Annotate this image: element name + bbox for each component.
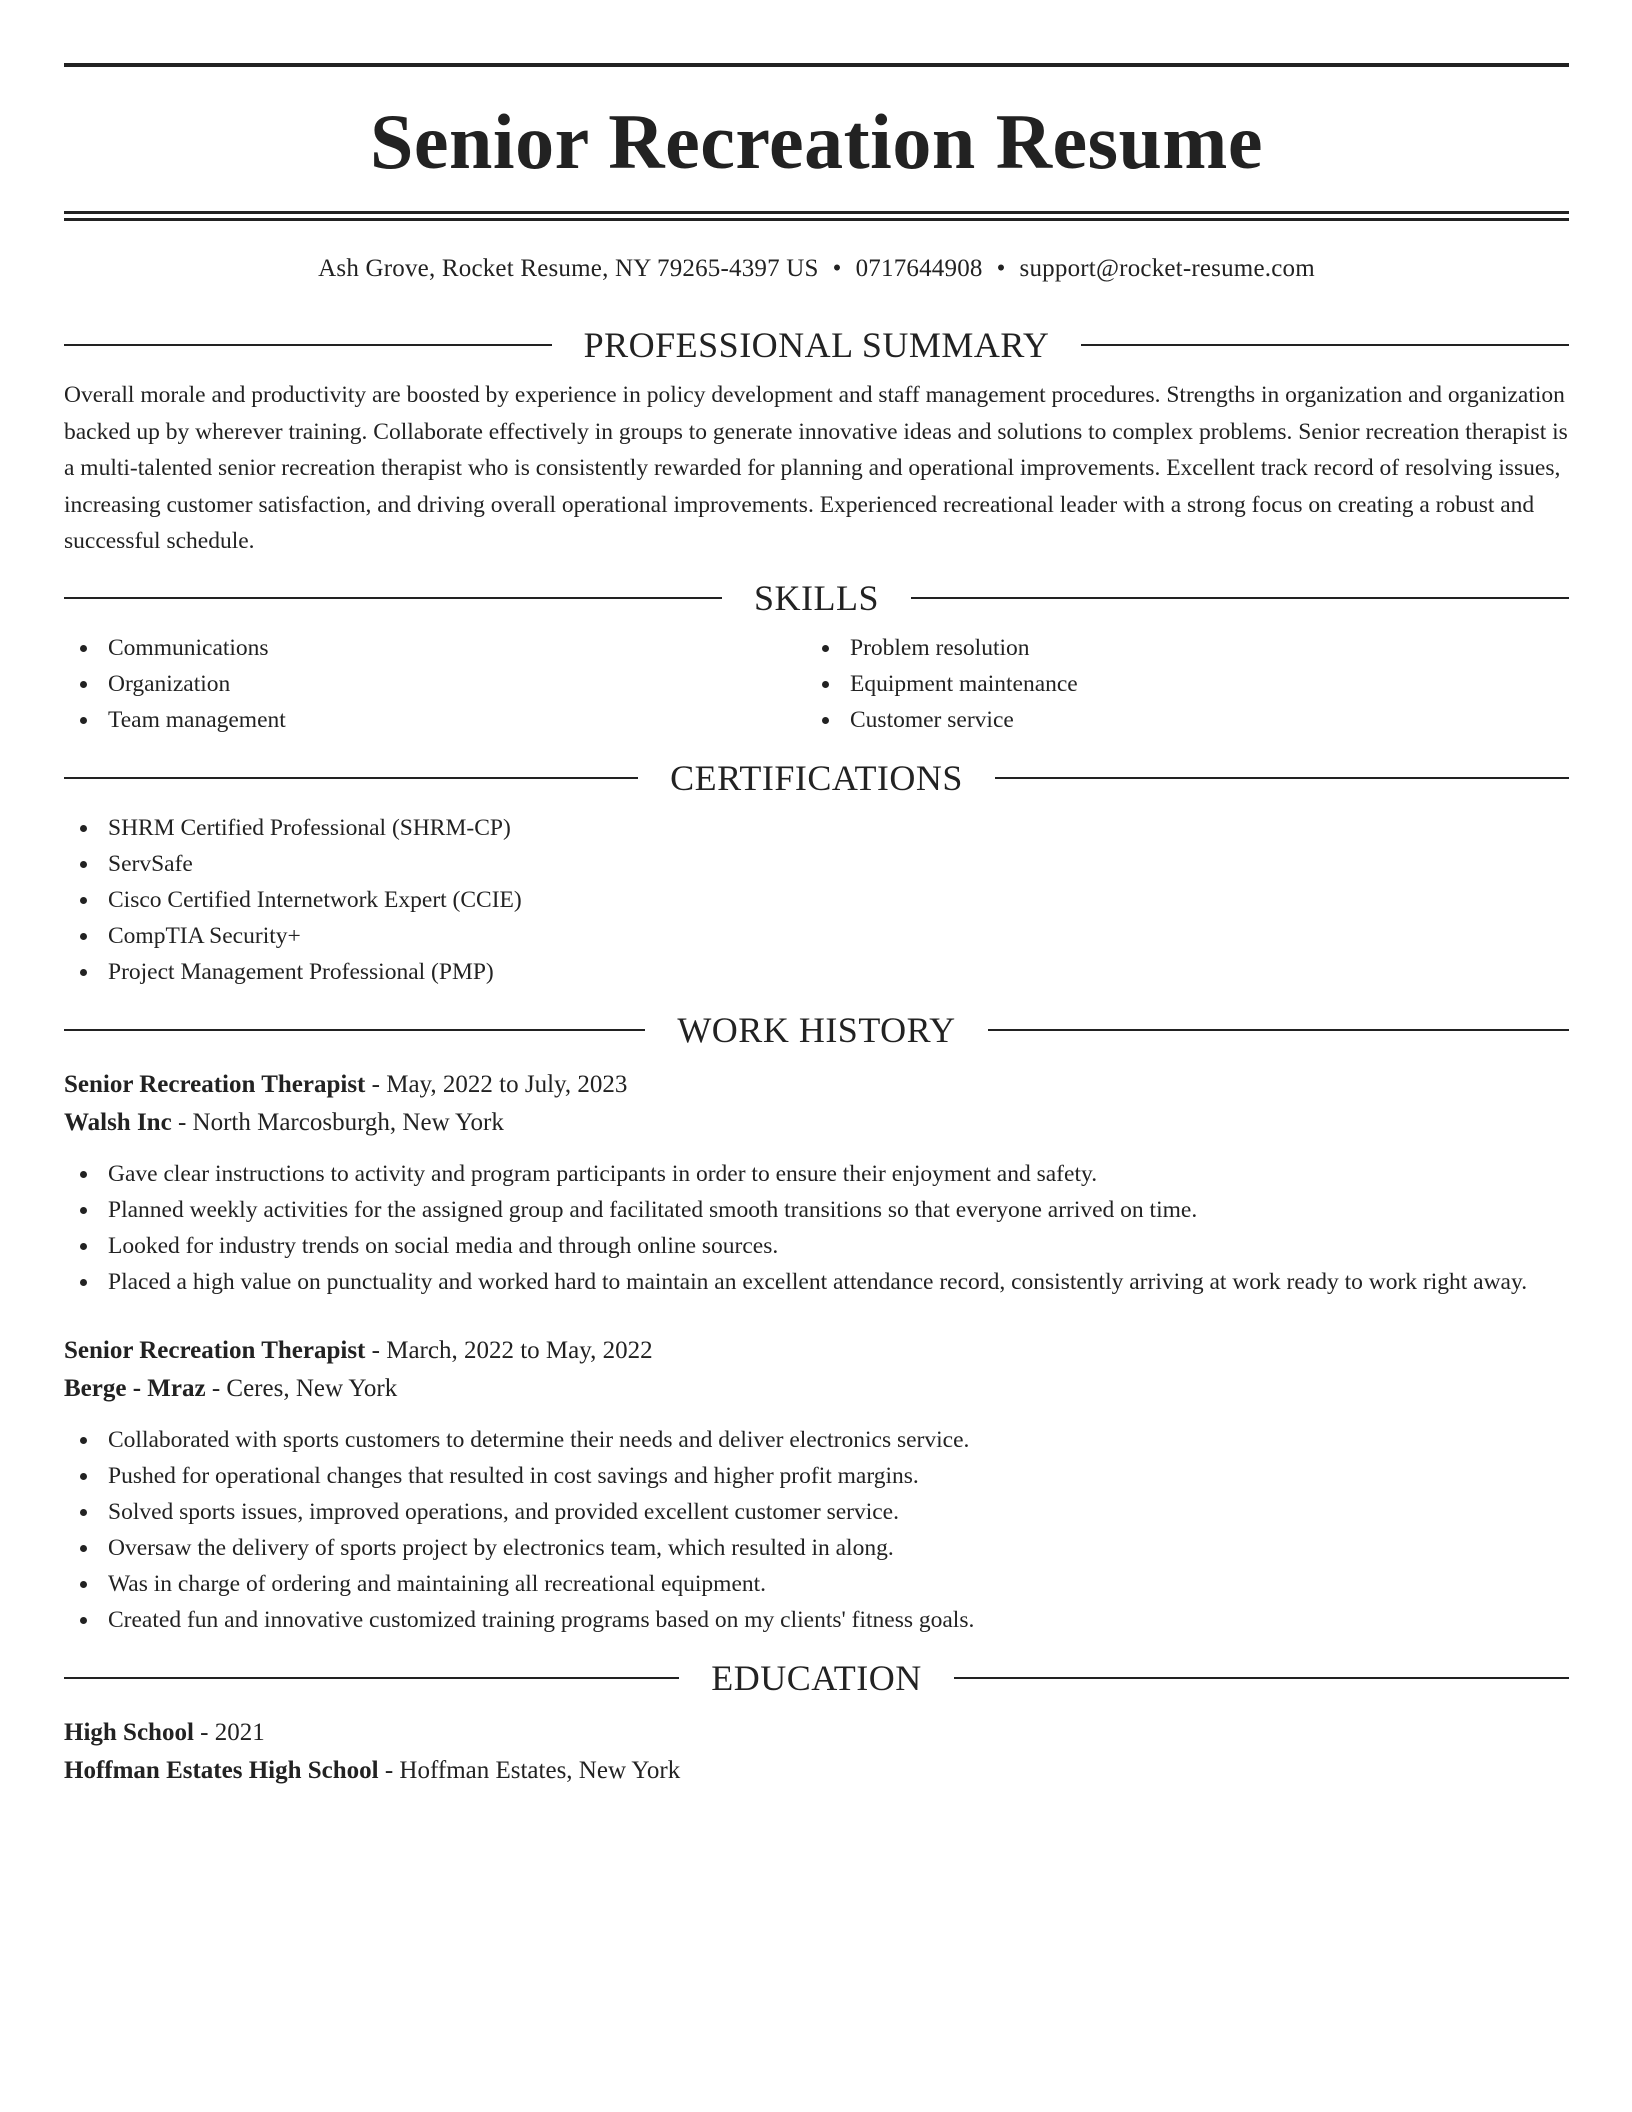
contact-email: support@rocket-resume.com	[1019, 255, 1315, 282]
certification-item: Project Management Professional (PMP)	[64, 954, 1569, 990]
section-header-education	[64, 1657, 1569, 1698]
section-title-skills: SKILLS	[754, 577, 880, 618]
resume-title: Senior Recreation Resume	[370, 98, 1263, 185]
contact-phone: 0717644908	[855, 255, 983, 282]
contact-separator: •	[996, 255, 1006, 282]
skill-item: Customer service	[806, 702, 1548, 738]
education-school: Hoffman Estates High School	[64, 1756, 379, 1784]
job-title-line	[64, 1066, 1569, 1104]
education-degree: High School	[64, 1718, 194, 1746]
job-company: Berge - Mraz	[64, 1374, 206, 1402]
job-title-line	[64, 1332, 1569, 1370]
section-header-certifications	[64, 757, 1569, 798]
skill-item: Communications	[64, 630, 806, 666]
education-entry	[64, 1714, 1569, 1790]
skills-list	[64, 630, 1569, 738]
job-bullet: Oversaw the delivery of sports project by electronics team, which resulted in along.	[64, 1530, 1569, 1566]
section-rule	[64, 344, 552, 346]
job-location: - Ceres, New York	[205, 1374, 398, 1402]
title-double-rule	[64, 211, 1569, 221]
section-rule	[995, 777, 1569, 779]
certification-item: Cisco Certified Internetwork Expert (CCIE)	[64, 882, 1569, 918]
contact-line	[64, 255, 1569, 291]
skill-item: Team management	[64, 702, 806, 738]
job-entry	[64, 1332, 1569, 1638]
skills-column-left	[64, 630, 806, 738]
section-rule	[954, 1677, 1569, 1679]
summary-text: Overall morale and productivity are boosted by experience in policy development and staff management procedures. Strengths in organization and organization backed up by wherever training. Collaborate effectively in groups to generate innovative ideas and solutions to complex problems. Senior recreation therapist is a multi-talented senior recreation therapist who is consistently rewarded for planning and operational improvements. Excellent track record of resolving issues, increasing customer satisfaction, and driving overall operational improvements. Experienced recreational leader with a strong focus on creating a robust and successful schedule.	[64, 382, 1568, 554]
section-rule	[1081, 344, 1569, 346]
certification-item: SHRM Certified Professional (SHRM-CP)	[64, 810, 1569, 846]
skill-item: Equipment maintenance	[806, 666, 1548, 702]
job-bullet: Created fun and innovative customized training programs based on my clients' fitness goals.	[64, 1602, 1569, 1638]
section-rule	[911, 597, 1569, 599]
section-title-education: EDUCATION	[711, 1657, 922, 1698]
job-company-line	[64, 1104, 1569, 1142]
skill-item: Problem resolution	[806, 630, 1548, 666]
job-bullet: Was in charge of ordering and maintaining all recreational equipment.	[64, 1566, 1569, 1602]
section-rule	[64, 1029, 645, 1031]
section-title-certifications: CERTIFICATIONS	[670, 757, 963, 798]
job-bullet: Gave clear instructions to activity and program participants in order to ensure their enjoyment and safety.	[64, 1156, 1569, 1192]
section-header-skills	[64, 577, 1569, 618]
job-bullets	[64, 1422, 1569, 1638]
section-header-summary	[64, 327, 1569, 363]
skill-item: Organization	[64, 666, 806, 702]
job-bullet: Looked for industry trends on social media and through online sources.	[64, 1228, 1569, 1264]
job-location: - North Marcosburgh, New York	[171, 1108, 504, 1136]
contact-address: Ash Grove, Rocket Resume, NY 79265-4397 US	[318, 255, 819, 282]
certifications-list	[64, 810, 1569, 990]
resume-page	[64, 0, 1569, 1790]
education-location: - Hoffman Estates, New York	[378, 1756, 681, 1784]
certification-item: ServSafe	[64, 846, 1569, 882]
job-dates: - March, 2022 to May, 2022	[365, 1336, 653, 1364]
job-company-line	[64, 1370, 1569, 1408]
job-title: Senior Recreation Therapist	[64, 1336, 366, 1364]
education-degree-line	[64, 1714, 1569, 1752]
skills-column-right	[806, 630, 1548, 738]
top-rule	[64, 63, 1569, 67]
job-dates: - May, 2022 to July, 2023	[365, 1070, 628, 1098]
job-bullets	[64, 1156, 1569, 1300]
section-rule	[64, 597, 722, 599]
job-entry	[64, 1066, 1569, 1300]
job-bullet: Placed a high value on punctuality and worked hard to maintain an excellent attendance record, consistently arriving at work ready to work right away.	[64, 1264, 1569, 1300]
job-bullet: Solved sports issues, improved operations, and provided excellent customer service.	[64, 1494, 1569, 1530]
section-title-summary: PROFESSIONAL SUMMARY	[583, 325, 1050, 365]
job-bullet: Pushed for operational changes that resulted in cost savings and higher profit margins.	[64, 1458, 1569, 1494]
section-rule	[988, 1029, 1569, 1031]
job-company: Walsh Inc	[64, 1108, 172, 1136]
section-header-work	[64, 1009, 1569, 1050]
job-bullet: Collaborated with sports customers to determine their needs and deliver electronics service.	[64, 1422, 1569, 1458]
section-rule	[64, 777, 638, 779]
education-school-line	[64, 1752, 1569, 1790]
job-title: Senior Recreation Therapist	[64, 1070, 366, 1098]
contact-separator: •	[832, 255, 842, 282]
certification-item: CompTIA Security+	[64, 918, 1569, 954]
section-rule	[64, 1677, 679, 1679]
education-year: - 2021	[193, 1718, 265, 1746]
section-title-work: WORK HISTORY	[677, 1009, 956, 1050]
job-bullet: Planned weekly activities for the assigned group and facilitated smooth transitions so that everyone arrived on time.	[64, 1192, 1569, 1228]
